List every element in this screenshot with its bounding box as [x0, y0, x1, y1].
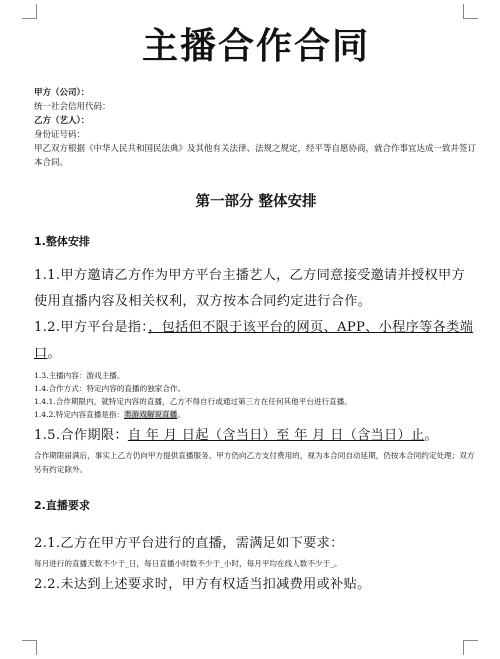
clause-1-4-2 [34, 408, 478, 421]
party-b-label: 乙方（艺人）： [34, 116, 90, 126]
clause-1-5-note: 合作期限届满后，事实上乙方仍向甲方提供直播服务、甲方仍向乙方支付费用的，视为本合同自动延期，仍按本合同约定处理；双方另有约定除外。 [34, 451, 475, 474]
clause-1-5-term: 自 年 月 日起（含当日）至 年 月 日（含当日）止 [127, 428, 425, 443]
clause-2-1: 2.1.乙方在甲方平台进行的直播，需满足如下要求： [34, 536, 344, 551]
party-a-label: 甲方（公司）： [34, 88, 90, 98]
clause-1-2-suffix: 。 [47, 346, 61, 361]
page-corner-mark [463, 640, 478, 655]
section2-heading: 2.直播要求 [34, 499, 90, 512]
clause-1-5-label: 1.5.合作期限： [34, 428, 128, 443]
clause-1-4-1: 1.4.1.合作期限内，就特定内容的直播，乙方不得自行或通过第三方在任何其他平台进行直播。 [34, 397, 352, 406]
clause-1-1: 1.1.甲方邀请乙方作为甲方平台主播艺人，乙方同意接受邀请并授权甲方使用直播内容及相关权利，双方按本合同约定进行合作。 [34, 268, 465, 309]
clause-1-2-platform: ，包括但不限于该平台的网页、APP、小程序等各类端口 [34, 320, 474, 361]
clause-2-1-detail: 每月进行的直播天数不少于_日，每日直播小时数不少于_小时，每月平均在线人数不少于_。 [34, 559, 342, 568]
clause-1-4-2-value: 类游戏解说直播 [124, 410, 178, 419]
parties-block [34, 86, 478, 170]
clause-1-2-prefix: 1.2.甲方平台是指： [34, 320, 149, 335]
document-title: 主播合作合同 [141, 26, 370, 67]
clause-1-4-2-prefix: 1.4.2.特定内容直播是指： [34, 410, 125, 419]
clause-1-5-suffix: 。 [424, 428, 439, 443]
page-corner-mark [22, 640, 37, 655]
clause-1-5 [34, 423, 478, 449]
section1-heading: 1.整体安排 [34, 235, 90, 248]
clause-2-2: 2.2.未达到上述要求时，甲方有权适当扣减费用或补贴。 [34, 577, 371, 592]
party-a-credit-code: 统一社会信用代码： [34, 102, 111, 112]
clause-1-3-1-4-block [34, 369, 478, 421]
clause-1-2 [34, 315, 478, 367]
clause-1-3: 1.3.主播内容：游戏主播。 [34, 371, 125, 380]
clause-1-4: 1.4.合作方式：特定内容的直播的独家合作。 [34, 384, 186, 393]
intro-paragraph: 甲乙双方根据《中华人民共和国民法典》及其他有关法律、法规之规定，经平等自愿协商，就合作事宜达成一致并签订本合同。 [34, 144, 477, 168]
clause-1-4-2-suffix: 。 [177, 410, 185, 419]
document-page [34, 0, 478, 598]
part1-heading: 第一部分 整体安排 [195, 194, 317, 210]
party-b-id: 身份证号码： [34, 130, 86, 140]
